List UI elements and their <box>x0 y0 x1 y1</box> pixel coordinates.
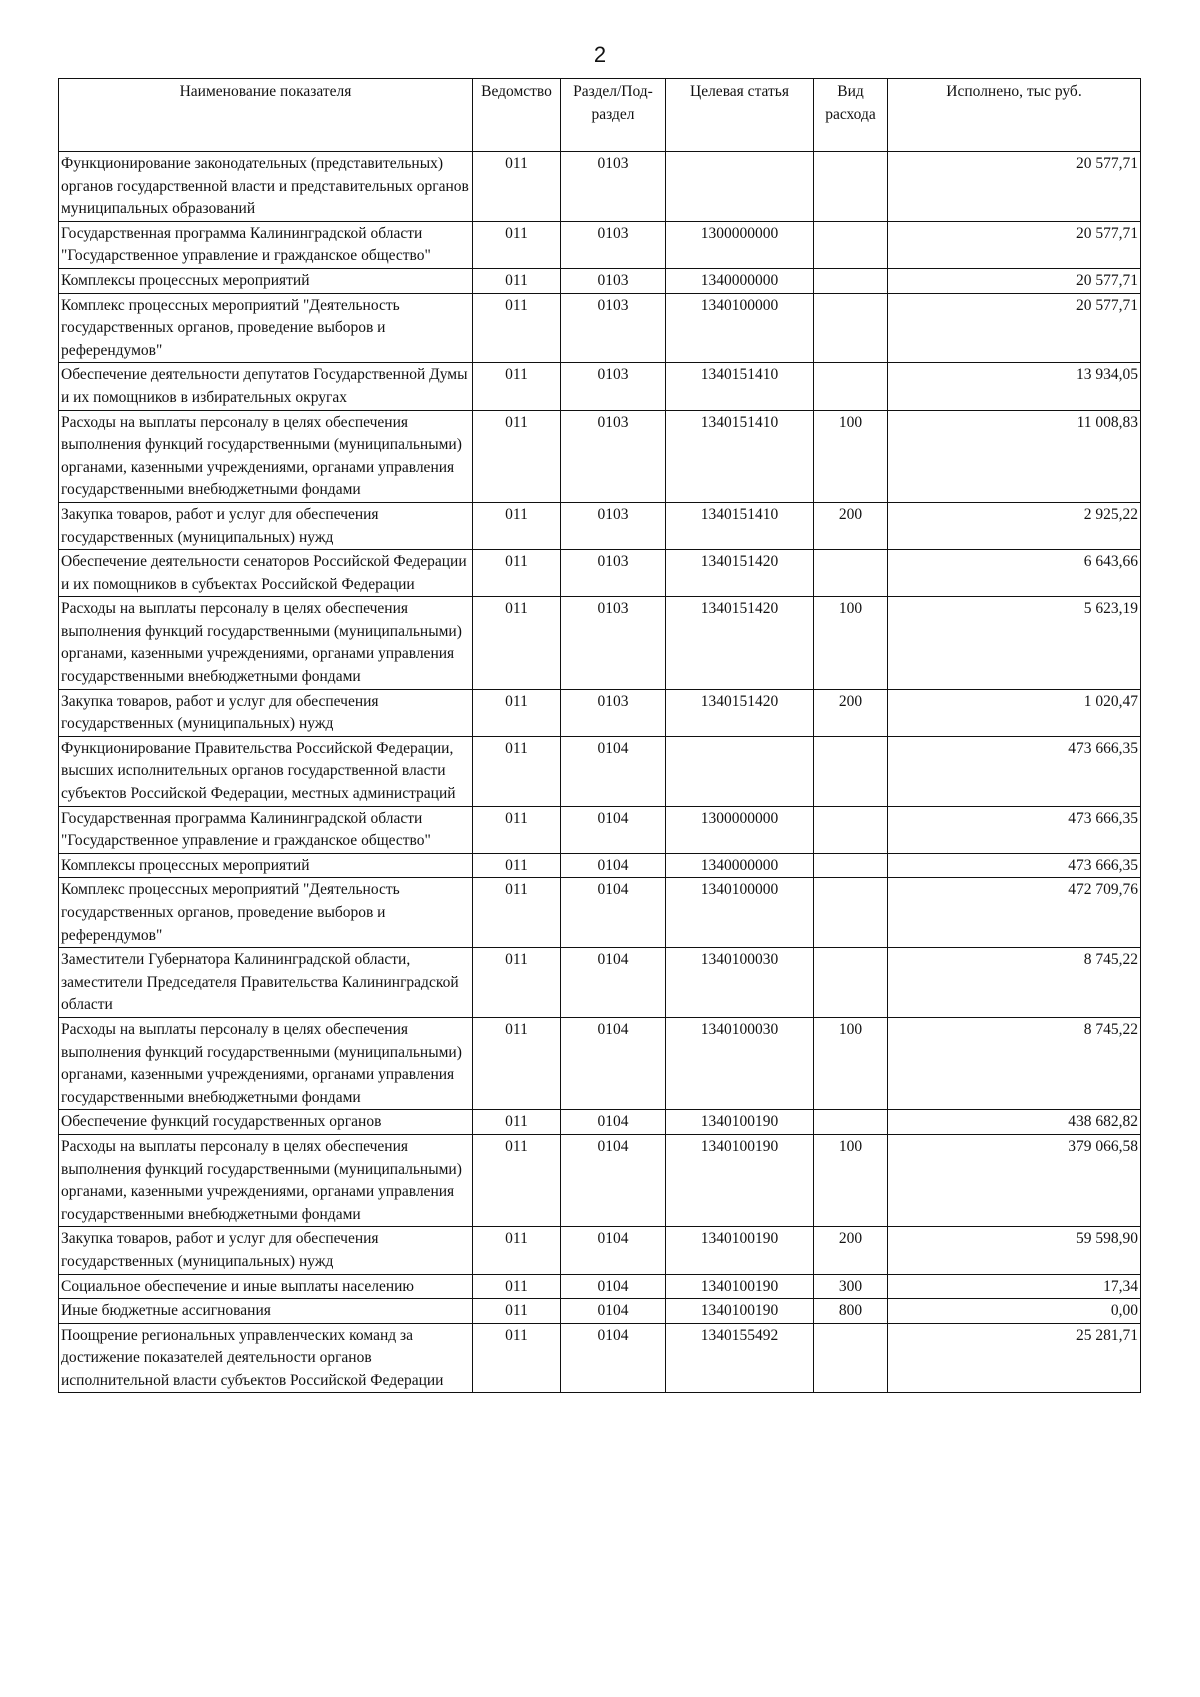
cell-executed-amount: 20 577,71 <box>888 293 1141 363</box>
cell-executed-amount: 2 925,22 <box>888 502 1141 549</box>
cell-department: 011 <box>473 736 561 806</box>
cell-section: 0103 <box>561 410 666 502</box>
cell-department: 011 <box>473 502 561 549</box>
cell-section: 0104 <box>561 1110 666 1135</box>
cell-executed-amount: 5 623,19 <box>888 597 1141 689</box>
table-row <box>59 806 1141 853</box>
cell-indicator-name: Закупка товаров, работ и услуг для обеспечения государственных (муниципальных) нужд <box>59 1227 473 1274</box>
cell-department: 011 <box>473 1274 561 1299</box>
cell-department: 011 <box>473 878 561 948</box>
cell-section: 0103 <box>561 689 666 736</box>
cell-indicator-name: Государственная программа Калининградской области "Государственное управление и гражданское общество" <box>59 806 473 853</box>
cell-target-item: 1340100190 <box>666 1299 814 1324</box>
cell-indicator-name: Обеспечение функций государственных органов <box>59 1110 473 1135</box>
cell-indicator-name: Комплексы процессных мероприятий <box>59 853 473 878</box>
cell-expense-type <box>814 221 888 268</box>
table-row <box>59 689 1141 736</box>
cell-executed-amount: 8 745,22 <box>888 1017 1141 1109</box>
cell-expense-type: 100 <box>814 1134 888 1226</box>
cell-executed-amount: 8 745,22 <box>888 948 1141 1018</box>
table-row <box>59 268 1141 293</box>
cell-section: 0104 <box>561 948 666 1018</box>
cell-indicator-name: Социальное обеспечение и иные выплаты населению <box>59 1274 473 1299</box>
header-row <box>59 79 1141 152</box>
cell-indicator-name: Расходы на выплаты персоналу в целях обеспечения выполнения функций государственными (муниципальными) органами, казенными учреждениями, органами управления государственными внебюджетными фондами <box>59 1134 473 1226</box>
cell-department: 011 <box>473 268 561 293</box>
cell-department: 011 <box>473 1227 561 1274</box>
cell-department: 011 <box>473 1110 561 1135</box>
header-executed-amount: Исполнено, тыс руб. <box>888 79 1141 152</box>
table-row <box>59 1274 1141 1299</box>
table-row <box>59 736 1141 806</box>
cell-indicator-name: Заместители Губернатора Калининградской области, заместители Председателя Правительства Калининградской области <box>59 948 473 1018</box>
table-body <box>59 152 1141 1393</box>
cell-indicator-name: Расходы на выплаты персоналу в целях обеспечения выполнения функций государственными (муниципальными) органами, казенными учреждениями, органами управления государственными внебюджетными фондами <box>59 597 473 689</box>
cell-expense-type: 200 <box>814 502 888 549</box>
cell-expense-type <box>814 948 888 1018</box>
header-section: Раздел/Под-раздел <box>561 79 666 152</box>
table-row <box>59 363 1141 410</box>
cell-executed-amount: 472 709,76 <box>888 878 1141 948</box>
cell-section: 0104 <box>561 878 666 948</box>
cell-department: 011 <box>473 1299 561 1324</box>
cell-expense-type <box>814 152 888 222</box>
cell-executed-amount: 473 666,35 <box>888 853 1141 878</box>
cell-executed-amount: 438 682,82 <box>888 1110 1141 1135</box>
cell-executed-amount: 6 643,66 <box>888 550 1141 597</box>
table-row <box>59 152 1141 222</box>
table-row <box>59 1227 1141 1274</box>
header-indicator-name: Наименование показателя <box>59 79 473 152</box>
cell-target-item: 1340151410 <box>666 410 814 502</box>
table-row <box>59 293 1141 363</box>
cell-executed-amount: 473 666,35 <box>888 736 1141 806</box>
cell-department: 011 <box>473 689 561 736</box>
cell-indicator-name: Комплекс процессных мероприятий "Деятельность государственных органов, проведение выборов и референдумов" <box>59 878 473 948</box>
cell-executed-amount: 20 577,71 <box>888 221 1141 268</box>
table-row <box>59 1017 1141 1109</box>
cell-section: 0103 <box>561 221 666 268</box>
table-header <box>59 79 1141 152</box>
cell-executed-amount: 20 577,71 <box>888 268 1141 293</box>
cell-section: 0103 <box>561 293 666 363</box>
cell-executed-amount: 17,34 <box>888 1274 1141 1299</box>
cell-department: 011 <box>473 293 561 363</box>
cell-expense-type: 200 <box>814 689 888 736</box>
cell-target-item: 1340151410 <box>666 363 814 410</box>
cell-expense-type <box>814 293 888 363</box>
cell-expense-type <box>814 878 888 948</box>
cell-target-item: 1340151420 <box>666 689 814 736</box>
cell-expense-type <box>814 363 888 410</box>
cell-section: 0104 <box>561 1017 666 1109</box>
cell-indicator-name: Расходы на выплаты персоналу в целях обеспечения выполнения функций государственными (муниципальными) органами, казенными учреждениями, органами управления государственными внебюджетными фондами <box>59 1017 473 1109</box>
cell-target-item: 1340000000 <box>666 853 814 878</box>
table-row <box>59 1134 1141 1226</box>
cell-executed-amount: 20 577,71 <box>888 152 1141 222</box>
cell-indicator-name: Закупка товаров, работ и услуг для обеспечения государственных (муниципальных) нужд <box>59 502 473 549</box>
cell-target-item: 1340100030 <box>666 948 814 1018</box>
table-row <box>59 1323 1141 1393</box>
cell-target-item <box>666 152 814 222</box>
cell-target-item: 1300000000 <box>666 221 814 268</box>
cell-indicator-name: Иные бюджетные ассигнования <box>59 1299 473 1324</box>
table-row <box>59 1299 1141 1324</box>
cell-section: 0103 <box>561 363 666 410</box>
table-row <box>59 221 1141 268</box>
cell-executed-amount: 59 598,90 <box>888 1227 1141 1274</box>
cell-expense-type <box>814 1323 888 1393</box>
cell-target-item: 1340155492 <box>666 1323 814 1393</box>
cell-section: 0103 <box>561 597 666 689</box>
cell-executed-amount: 1 020,47 <box>888 689 1141 736</box>
cell-indicator-name: Комплексы процессных мероприятий <box>59 268 473 293</box>
cell-executed-amount: 11 008,83 <box>888 410 1141 502</box>
header-department: Ведомство <box>473 79 561 152</box>
header-target-item: Целевая статья <box>666 79 814 152</box>
cell-target-item: 1340100000 <box>666 878 814 948</box>
cell-target-item: 1340100190 <box>666 1134 814 1226</box>
table-row <box>59 948 1141 1018</box>
cell-indicator-name: Закупка товаров, работ и услуг для обеспечения государственных (муниципальных) нужд <box>59 689 473 736</box>
cell-department: 011 <box>473 363 561 410</box>
table-row <box>59 878 1141 948</box>
table-row <box>59 410 1141 502</box>
cell-expense-type <box>814 736 888 806</box>
table-row <box>59 550 1141 597</box>
cell-section: 0104 <box>561 736 666 806</box>
cell-department: 011 <box>473 550 561 597</box>
cell-section: 0104 <box>561 1274 666 1299</box>
cell-target-item: 1340100190 <box>666 1227 814 1274</box>
cell-department: 011 <box>473 597 561 689</box>
cell-section: 0104 <box>561 853 666 878</box>
cell-indicator-name: Поощрение региональных управленческих команд за достижение показателей деятельности органов исполнительной власти субъектов Российской Федерации <box>59 1323 473 1393</box>
cell-executed-amount: 25 281,71 <box>888 1323 1141 1393</box>
cell-executed-amount: 379 066,58 <box>888 1134 1141 1226</box>
cell-section: 0103 <box>561 550 666 597</box>
cell-department: 011 <box>473 1134 561 1226</box>
cell-section: 0103 <box>561 502 666 549</box>
cell-target-item: 1300000000 <box>666 806 814 853</box>
cell-department: 011 <box>473 410 561 502</box>
cell-expense-type: 200 <box>814 1227 888 1274</box>
cell-section: 0104 <box>561 1323 666 1393</box>
cell-department: 011 <box>473 853 561 878</box>
cell-expense-type <box>814 806 888 853</box>
cell-section: 0103 <box>561 268 666 293</box>
cell-expense-type <box>814 853 888 878</box>
cell-department: 011 <box>473 221 561 268</box>
cell-indicator-name: Обеспечение деятельности депутатов Государственной Думы и их помощников в избирательных округах <box>59 363 473 410</box>
cell-department: 011 <box>473 948 561 1018</box>
cell-target-item: 1340100190 <box>666 1110 814 1135</box>
cell-section: 0104 <box>561 1299 666 1324</box>
cell-indicator-name: Функционирование Правительства Российской Федерации, высших исполнительных органов государственной власти субъектов Российской Федерации, местных администраций <box>59 736 473 806</box>
cell-expense-type: 100 <box>814 597 888 689</box>
cell-executed-amount: 0,00 <box>888 1299 1141 1324</box>
cell-expense-type: 100 <box>814 1017 888 1109</box>
cell-indicator-name: Функционирование законодательных (представительных) органов государственной власти и представительных органов муниципальных образований <box>59 152 473 222</box>
cell-target-item: 1340100190 <box>666 1274 814 1299</box>
budget-table <box>58 78 1141 1393</box>
table-row <box>59 1110 1141 1135</box>
cell-department: 011 <box>473 1017 561 1109</box>
cell-target-item <box>666 736 814 806</box>
cell-target-item: 1340151420 <box>666 597 814 689</box>
cell-expense-type: 300 <box>814 1274 888 1299</box>
cell-section: 0103 <box>561 152 666 222</box>
cell-section: 0104 <box>561 1227 666 1274</box>
cell-indicator-name: Обеспечение деятельности сенаторов Российской Федерации и их помощников в субъектах Российской Федерации <box>59 550 473 597</box>
cell-department: 011 <box>473 152 561 222</box>
cell-expense-type <box>814 268 888 293</box>
cell-section: 0104 <box>561 1134 666 1226</box>
header-expense-type: Вид расхода <box>814 79 888 152</box>
cell-executed-amount: 473 666,35 <box>888 806 1141 853</box>
cell-department: 011 <box>473 806 561 853</box>
page-number: 2 <box>593 42 607 67</box>
cell-expense-type <box>814 550 888 597</box>
cell-indicator-name: Государственная программа Калининградской области "Государственное управление и гражданское общество" <box>59 221 473 268</box>
cell-expense-type: 100 <box>814 410 888 502</box>
cell-target-item: 1340100030 <box>666 1017 814 1109</box>
cell-indicator-name: Комплекс процессных мероприятий "Деятельность государственных органов, проведение выборов и референдумов" <box>59 293 473 363</box>
cell-department: 011 <box>473 1323 561 1393</box>
cell-section: 0104 <box>561 806 666 853</box>
cell-target-item: 1340151420 <box>666 550 814 597</box>
cell-target-item: 1340100000 <box>666 293 814 363</box>
cell-expense-type: 800 <box>814 1299 888 1324</box>
table-row <box>59 597 1141 689</box>
table-row <box>59 502 1141 549</box>
table-row <box>59 853 1141 878</box>
cell-target-item: 1340000000 <box>666 268 814 293</box>
cell-executed-amount: 13 934,05 <box>888 363 1141 410</box>
cell-target-item: 1340151410 <box>666 502 814 549</box>
cell-expense-type <box>814 1110 888 1135</box>
cell-indicator-name: Расходы на выплаты персоналу в целях обеспечения выполнения функций государственными (муниципальными) органами, казенными учреждениями, органами управления государственными внебюджетными фондами <box>59 410 473 502</box>
